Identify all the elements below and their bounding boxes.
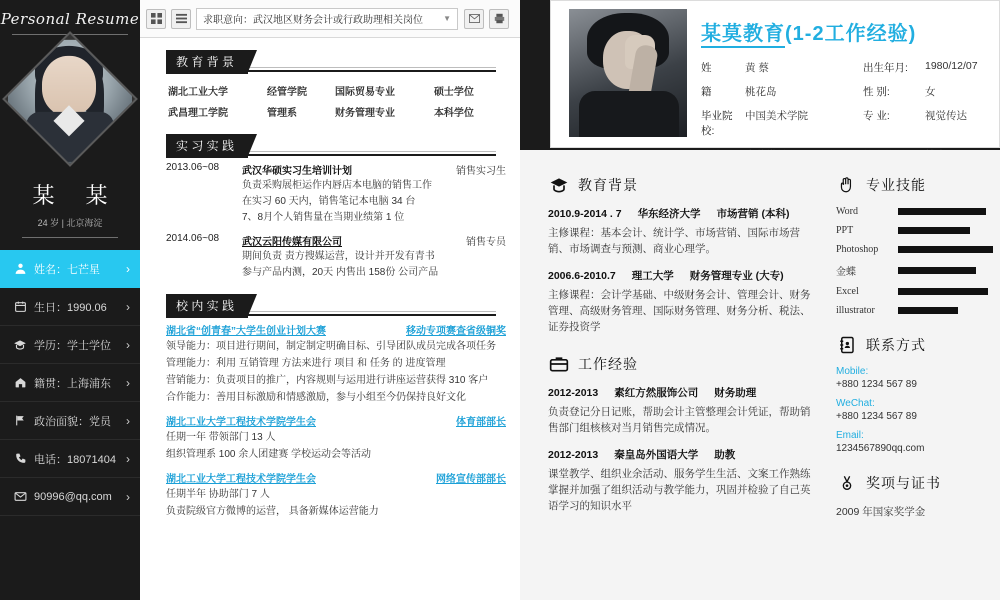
campus-detail: 负责院级官方微博的运营， 具备新媒体运营能力: [166, 506, 379, 517]
internship-list: [166, 162, 506, 282]
sidebar-item-label: 政治面貌：党员: [34, 415, 111, 428]
right-right-column: [820, 174, 1000, 537]
section-header-education: [166, 50, 496, 72]
campus-detail: 合作能力：善用目标激励和情感激励，参与小组至今仍保持良好文化: [166, 392, 466, 403]
field-label-major: 专 业:: [863, 110, 890, 122]
section-title: 校 内 实 践: [166, 294, 248, 318]
internship-detail: 负责采购展柜运作内唇店本电脑的销售工作: [242, 180, 432, 191]
edu-school: 武昌理工学院: [168, 108, 228, 119]
list-item: [166, 322, 506, 405]
grid-icon[interactable]: [146, 9, 166, 29]
skill-name: illustrator: [836, 305, 875, 316]
campus-title[interactable]: 湖北工业大学工程技术学院学生会: [166, 474, 316, 485]
medal-icon: [836, 472, 858, 494]
internship-date: 2013.06~08: [166, 162, 220, 173]
edu-degree: 本科学位: [433, 108, 474, 119]
campus-detail: 组织管理系 100 余人团建赛 学校运动会等活动: [166, 449, 372, 460]
skill-bar: [898, 208, 986, 215]
section-title: 工作经验: [578, 356, 638, 372]
list-item: [836, 244, 1000, 255]
campus-title[interactable]: 湖北省“创青春”大学生创业计划大赛: [166, 326, 326, 337]
section-header-internship: [166, 134, 496, 156]
section-title: 教 育 背 景: [166, 50, 248, 74]
work-company: 素红方然服饰公司: [614, 387, 699, 399]
header-info: [687, 1, 999, 147]
chevron-right-icon: ›: [126, 413, 130, 428]
sidebar-item-birthday[interactable]: [0, 288, 140, 326]
section-title: 奖项与证书: [866, 475, 941, 491]
edu-major: 财务管理专业 (大专): [689, 270, 784, 282]
skill-bar: [898, 227, 970, 234]
contact-value: 1234567890qq.com: [836, 443, 925, 454]
list-item: [166, 233, 506, 282]
sidebar-item-label: 生日：1990.06: [34, 301, 107, 314]
skill-name: Word: [836, 206, 858, 217]
work-company: 秦皇岛外国语大学: [614, 449, 699, 461]
work-role: 财务助理: [714, 387, 757, 399]
field-label-name: 姓: [701, 62, 712, 74]
internship-title: 武汉云阳传媒有限公司: [242, 237, 342, 248]
table-row: [166, 80, 500, 101]
cap-icon: [10, 335, 30, 355]
hand-icon: [836, 174, 858, 196]
edu-major: 国际贸易专业: [334, 87, 395, 98]
cap-icon: [548, 174, 570, 196]
campus-detail: 任期半年 协助部门 7 人: [166, 489, 270, 500]
skill-bar: [898, 246, 993, 253]
sidebar-item-label: 学历：学士学位: [34, 339, 111, 352]
field-value-school: 中国美术学院: [745, 110, 808, 122]
right-body: [520, 150, 1000, 600]
contact-value: +880 1234 567 89: [836, 379, 917, 390]
calendar-icon: [10, 297, 30, 317]
avatar: [569, 9, 687, 137]
sidebar-item-label: 籍贯：上海浦东: [34, 377, 111, 390]
briefcase-icon: [548, 353, 570, 375]
printer-icon[interactable]: [489, 9, 509, 29]
list-item: [836, 366, 1000, 390]
list-item: [548, 268, 820, 335]
sidebar-item-email[interactable]: [0, 478, 140, 516]
search-toolbar: [140, 0, 520, 38]
list-item: [836, 398, 1000, 422]
campus-detail: 任期一年 带领部门 13 人: [166, 432, 276, 443]
edu-major: 财务管理专业: [334, 108, 395, 119]
chevron-right-icon: ›: [126, 375, 130, 390]
sidebar-name: 某 某: [32, 184, 120, 209]
section-awards: [836, 472, 1000, 519]
field-label-hometown: 籍: [701, 86, 712, 98]
sidebar-name-sub: 24 岁 | 北京海淀: [37, 218, 103, 228]
list-icon[interactable]: [171, 9, 191, 29]
section-title: 联系方式: [866, 337, 926, 353]
avatar-frame: [2, 31, 138, 167]
sidebar-item-political[interactable]: [0, 402, 140, 440]
internship-date: 2014.06~08: [166, 233, 220, 244]
avatar-photo: [8, 40, 132, 164]
contact-label: Email:: [836, 430, 864, 441]
internship-detail: 在实习 60 天内，销售笔记本电脑 34 台: [242, 196, 416, 207]
left-main-column: [140, 0, 520, 600]
home-icon: [10, 373, 30, 393]
list-item: [836, 286, 1000, 297]
list-item: [166, 162, 506, 227]
list-item: [548, 385, 820, 436]
contact-label: WeChat:: [836, 398, 875, 409]
award-item: 2009 年国家奖学金: [836, 506, 926, 518]
page-title: [701, 17, 989, 46]
header-card: [550, 0, 1000, 148]
edu-period: 2010.9-2014 . 7: [548, 208, 622, 220]
left-sidebar: [0, 0, 140, 600]
internship-detail: 参与产品内测，20天 内售出 158份 公司产品: [242, 267, 439, 278]
chevron-right-icon: ›: [126, 337, 130, 352]
skill-name: PPT: [836, 225, 854, 236]
field-label-school: 毕业院校:: [701, 110, 733, 137]
campus-list: [166, 322, 506, 519]
field-value-name: 黄 蔡: [745, 62, 769, 74]
field-value-gender: 女: [925, 86, 936, 98]
mail-icon: [10, 487, 30, 507]
section-work: [548, 353, 820, 514]
edu-degree: 硕士学位: [433, 87, 474, 98]
list-item: [166, 470, 506, 519]
list-item: [548, 447, 820, 514]
avatar-body: [579, 91, 679, 137]
field-value-hometown: 桃花岛: [745, 86, 777, 98]
skill-bar: [898, 288, 988, 295]
sidebar-item-label: 电话：18071404: [34, 453, 116, 466]
campus-detail: 领导能力：项目进行期间，制定制定明确目标、引导团队成员完成各项任务: [166, 341, 496, 352]
sidebar-item-hometown[interactable]: [0, 364, 140, 402]
campus-detail: 营销能力：负责项目的推广，内容规则与运用进行讲座运营获得 310 客户: [166, 375, 489, 386]
sidebar-item-phone[interactable]: [0, 440, 140, 478]
edu-school: 华东经济大学: [637, 208, 701, 220]
work-desc: 负责登记分日记账，帮助会计主管整理会计凭证，帮助销售部门组核核对当月销售完成情况。: [548, 406, 811, 434]
field-value-birth: 1980/12/07: [925, 60, 978, 72]
edu-major: 市场营销 (本科): [716, 208, 790, 220]
sidebar-item-label: 90996@qq.com: [34, 490, 112, 503]
search-input-value: 求职意向：武汉地区财务会计或行政助理相关岗位: [203, 15, 423, 26]
list-item: [836, 206, 1000, 217]
contact-value: +880 1234 567 89: [836, 411, 917, 422]
chevron-right-icon: ›: [126, 451, 130, 466]
edu-period: 2006.6-2010.7: [548, 270, 616, 282]
list-item: [836, 225, 1000, 236]
right-resume: [520, 0, 1000, 600]
list-item: [166, 413, 506, 462]
list-item: [836, 305, 1000, 316]
work-period: 2012-2013: [548, 449, 599, 461]
campus-detail: 管理能力：利用 互销管理 方法来进行 项目 和 任务 的 进度管理: [166, 358, 446, 369]
work-period: 2012-2013: [548, 387, 599, 399]
avatar: [0, 43, 140, 173]
skill-name: Excel: [836, 286, 859, 297]
section-header-campus: [166, 294, 496, 316]
internship-detail: 期间负责 责方搜媒运营，设计并开发有青书: [242, 251, 435, 262]
contact-label: Mobile:: [836, 366, 869, 377]
phone-book-icon: [836, 334, 858, 356]
candidate-name: 某莫教育: [701, 23, 785, 48]
section-skills: [836, 174, 1000, 316]
campus-award: 移动专项赛查省级铜奖: [406, 326, 506, 337]
section-title: 实 习 实 践: [166, 134, 248, 158]
list-item: [836, 430, 1000, 454]
sidebar-item-education[interactable]: [0, 326, 140, 364]
work-role: 助教: [714, 449, 736, 461]
edu-school: 理工大学: [631, 270, 674, 282]
section-title: 专业技能: [866, 177, 926, 193]
campus-award: 体育部部长: [456, 417, 506, 428]
field-label-birth: 出生年月:: [863, 62, 908, 74]
edu-desc: 主修课程：会计学基础、中级财务会计、管理会计、财务管理、高级财务管理、国际财务管理、财务分析、税法、证券投资学: [548, 289, 811, 333]
field-label-gender: 性 别:: [863, 86, 890, 98]
toolbar-actions: [464, 9, 514, 29]
field-value-major: 视觉传达: [925, 110, 967, 122]
work-desc: 课堂教学、组织业余活动、服务学生生活、文案工作熟练掌握并加强了组织活动与教学能力，巩固并检验了自己英语学习的知识水平: [548, 468, 811, 512]
chevron-right-icon: ›: [126, 261, 130, 276]
table-row: [166, 101, 500, 122]
education-table: [166, 80, 500, 122]
search-input[interactable]: [196, 8, 458, 30]
user-icon: [10, 259, 30, 279]
skill-bar: [898, 307, 958, 314]
list-item: [548, 206, 820, 257]
flag-icon: [10, 411, 30, 431]
edu-school: 湖北工业大学: [168, 87, 228, 98]
skill-name: Photoshop: [836, 244, 879, 255]
skill-name: 金蝶: [836, 267, 856, 278]
campus-title[interactable]: 湖北工业大学工程技术学院学生会: [166, 417, 316, 428]
internship-role: 销售实习生: [456, 166, 506, 177]
internship-title: 武汉华硕实习生培训计划: [242, 166, 352, 177]
list-item: [836, 263, 1000, 278]
internship-role: 销售专员: [466, 237, 506, 248]
section-contact: [836, 334, 1000, 454]
phone-icon: [10, 449, 30, 469]
campus-award: 网络宣传部部长: [436, 474, 506, 485]
mail-icon[interactable]: [464, 9, 484, 29]
brand-title: Personal Resume: [0, 10, 140, 28]
edu-desc: 主修课程：基本会计、统计学、市场营销、国际市场营销、市场调查与预测、商业心理学。: [548, 227, 800, 255]
edu-college: 经管学院: [266, 87, 307, 98]
section-title: 教育背景: [578, 177, 638, 193]
edu-college: 管理系: [266, 108, 297, 119]
sidebar-info-list: [0, 250, 140, 516]
right-left-column: [520, 174, 820, 537]
internship-detail: 7、8月个人销售量在当期业绩第 1 位: [242, 212, 405, 223]
experience-badge: (1-2工作经验): [785, 23, 917, 45]
sidebar-item-label: 姓名：七芒星: [34, 263, 100, 276]
skill-bar: [898, 267, 976, 274]
sidebar-name-divider: [22, 237, 118, 238]
chevron-right-icon: ›: [126, 489, 130, 504]
chevron-down-icon[interactable]: ▼: [443, 14, 451, 23]
sidebar-item-name[interactable]: [0, 250, 140, 288]
chevron-right-icon: ›: [126, 299, 130, 314]
section-education: [548, 174, 820, 335]
